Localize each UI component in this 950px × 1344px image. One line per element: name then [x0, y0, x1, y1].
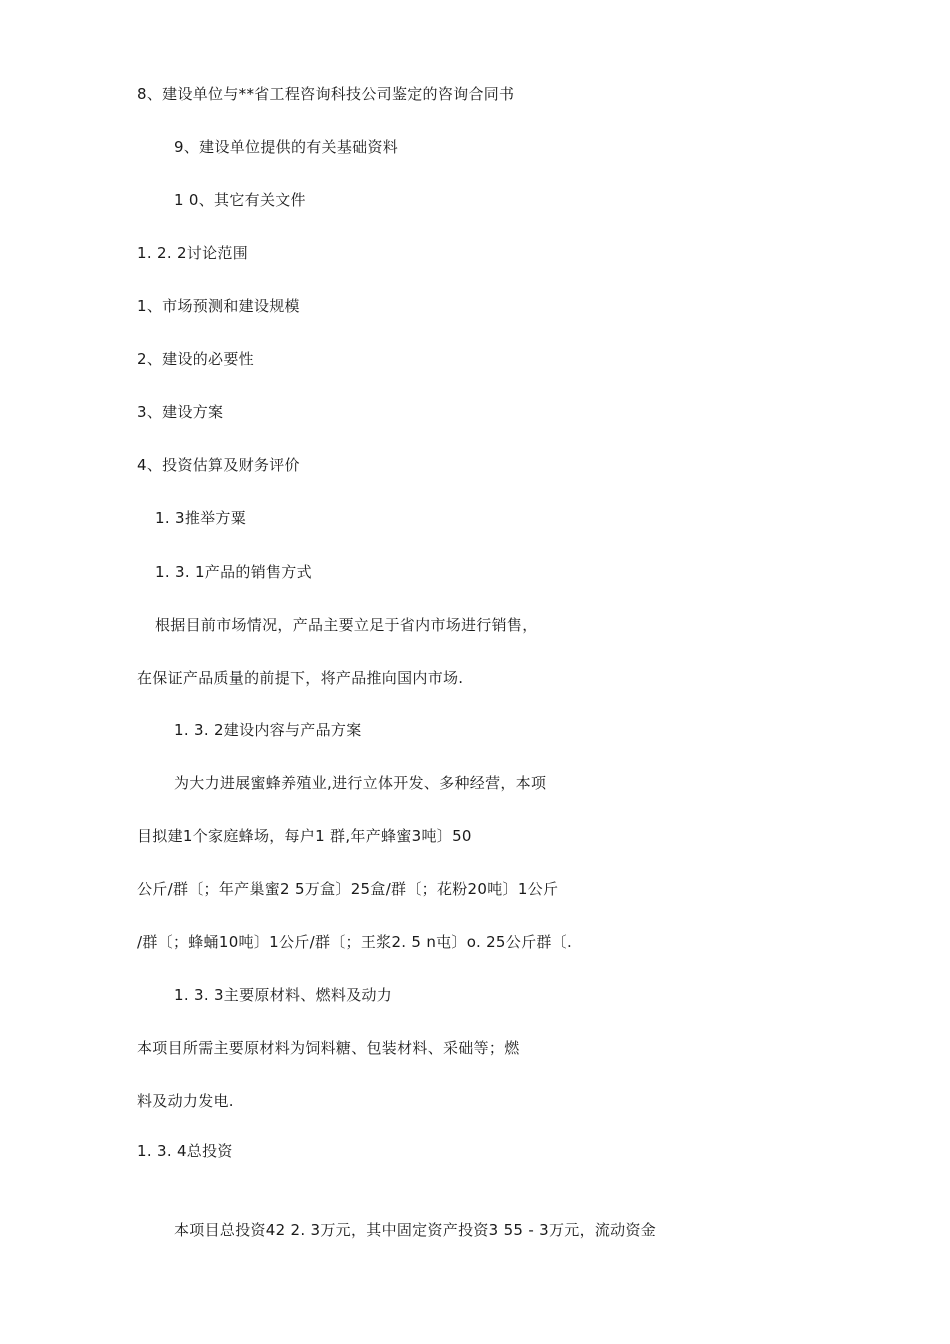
list-item-10-other-documents: 1 0、其它有关文件 [174, 191, 306, 209]
scope-item-4: 4、投资估算及财务评价 [137, 456, 300, 474]
paragraph-content-line-4: /群〔；蜂蛹10吨〕1公斤/群〔；王浆2. 5 n屯〕o. 25公斤群〔. [137, 933, 573, 951]
paragraph-content-line-1: 为大力进展蜜蜂养殖业,进行立体开发、多种经营，本项 [174, 774, 547, 792]
list-item-9-basic-materials: 9、建设单位提供的有关基础资料 [174, 138, 399, 156]
section-heading-1-3-2: 1. 3. 2建设内容与产品方案 [174, 721, 362, 739]
section-heading-1-3: 1. 3推举方粟 [155, 509, 247, 527]
paragraph-materials-line-1: 本项目所需主要原材料为饲料糖、包装材料、采础等；燃 [137, 1039, 520, 1057]
scope-item-2: 2、建设的必要性 [137, 350, 254, 368]
paragraph-investment-line-1: 本项目总投资42 2. 3万元，其中固定资产投资3 55 - 3万元，流动资金 [174, 1221, 657, 1239]
section-heading-1-3-4: 1. 3. 4总投资 [137, 1142, 233, 1160]
scope-item-3: 3、建设方案 [137, 403, 224, 421]
paragraph-sales-line-2: 在保证产品质量的前提下，将产品推向国内市场. [137, 669, 464, 687]
section-heading-1-3-3: 1. 3. 3主要原材料、燃料及动力 [174, 986, 393, 1004]
paragraph-content-line-3: 公斤/群〔；年产巢蜜2 5万盒〕25盒/群〔；花粉20吨〕1公斤 [137, 880, 559, 898]
paragraph-sales-line-1: 根据目前市场情况，产品主要立足于省内市场进行销售， [155, 616, 538, 634]
paragraph-materials-line-2: 料及动力发电. [137, 1092, 234, 1110]
paragraph-content-line-2: 目拟建1个家庭蜂场，每户1 群,年产蜂蜜3吨〕50 [137, 827, 472, 845]
section-heading-1-3-1: 1. 3. 1产品的销售方式 [155, 563, 312, 581]
scope-item-1: 1、市场预测和建设规模 [137, 297, 300, 315]
section-heading-1-2-2: 1. 2. 2讨论范围 [137, 244, 249, 262]
list-item-8-consulting-contract: 8、建设单位与**省工程咨询科技公司鉴定的咨询合同书 [137, 85, 515, 103]
